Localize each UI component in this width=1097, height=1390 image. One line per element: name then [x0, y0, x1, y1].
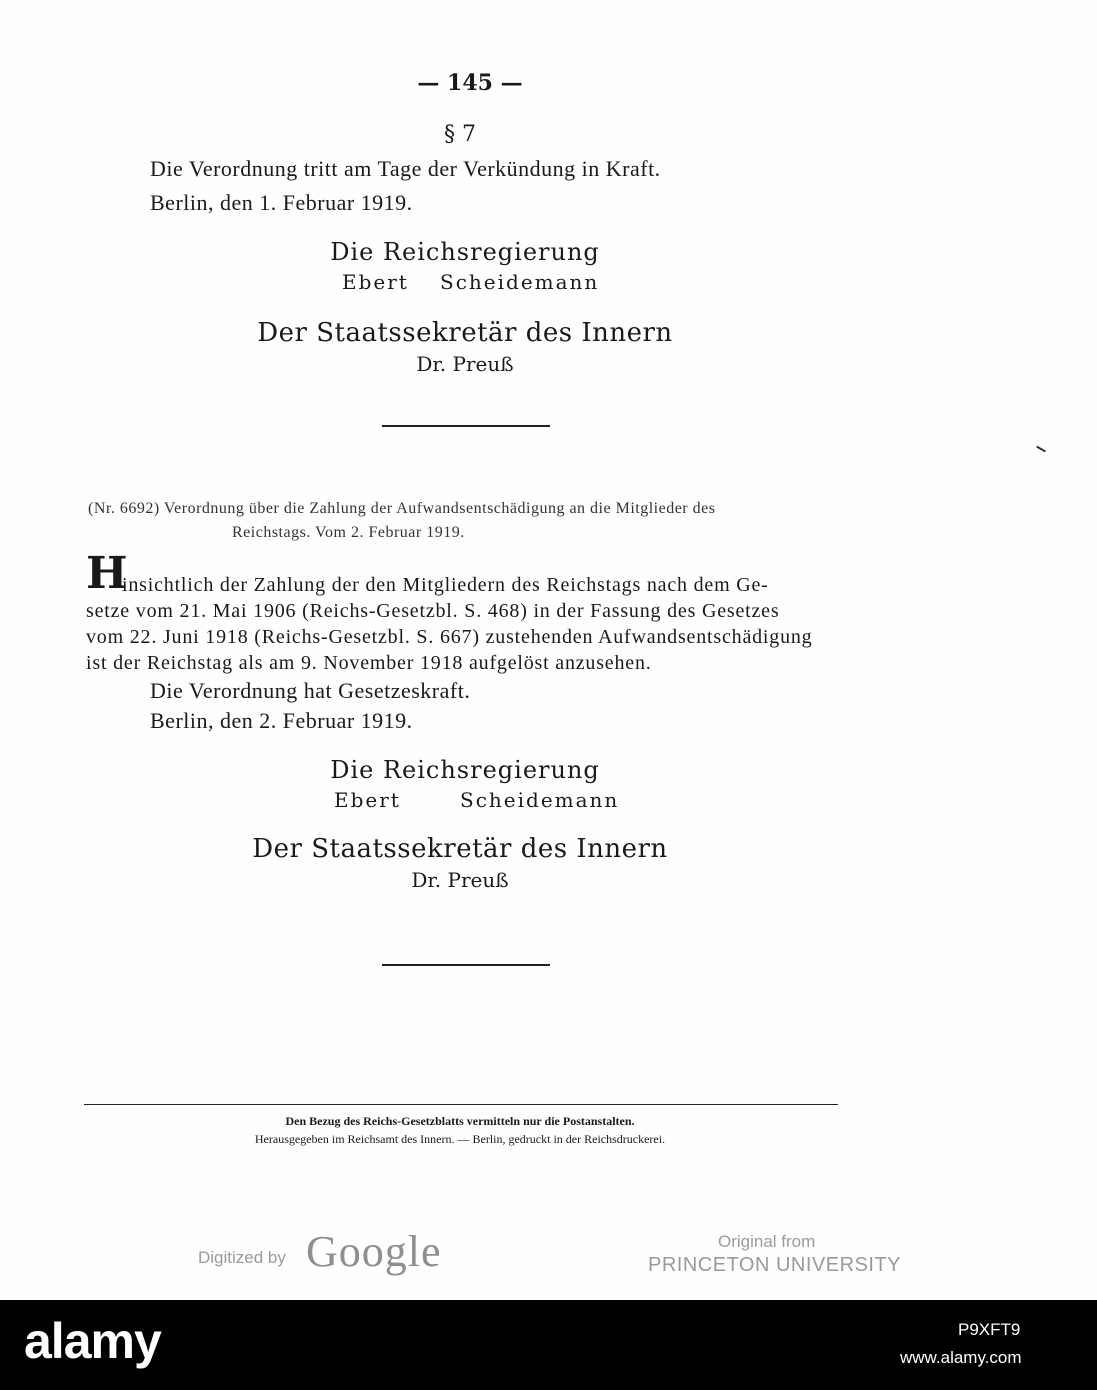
footer-rule	[84, 1104, 838, 1105]
paragraph-line: setze vom 21. Mai 1906 (Reichs-Gesetzbl. S. 468) in der Fassung des Gesetzes	[86, 600, 780, 622]
ordinance-effective-line: Die Verordnung tritt am Tage der Verkündung in Kraft.	[150, 156, 661, 181]
ordinance-heading-line1: (Nr. 6692) Verordnung über die Zahlung der Aufwandsentschädigung an die Mitglieder des	[88, 500, 716, 517]
page-number: — 145 —	[417, 70, 523, 96]
place-date: Berlin, den 1. Februar 1919.	[150, 190, 413, 215]
secretary-title: Der Staatssekretär des Innern	[252, 834, 668, 864]
government-title: Die Reichsregierung	[330, 756, 600, 784]
law-force-line: Die Verordnung hat Gesetzeskraft.	[150, 678, 471, 703]
drop-capital: H	[86, 548, 128, 599]
paragraph-line: insichtlich der Zahlung der den Mitgliedern des Reichstags nach dem Ge-	[122, 574, 769, 596]
ordinance-heading-line2: Reichstags. Vom 2. Februar 1919.	[232, 524, 465, 541]
paragraph-line: vom 22. Juni 1918 (Reichs-Gesetzbl. S. 667) zustehenden Aufwandsentschädigung	[86, 626, 813, 648]
signature-scheidemann: Scheidemann	[460, 788, 620, 812]
government-title: Die Reichsregierung	[330, 238, 600, 266]
signature-preuss: Dr. Preuß	[416, 352, 514, 376]
paragraph-line: ist der Reichstag als am 9. November 1918 aufgelöst anzusehen.	[86, 652, 652, 674]
footer-distribution-note: Den Bezug des Reichs-Gesetzblatts vermitteln nur die Postanstalten.	[285, 1114, 635, 1128]
alamy-logo: alamy	[24, 1313, 161, 1369]
section-heading: § 7	[444, 122, 476, 147]
stock-photo-bar	[0, 1300, 1097, 1390]
signature-ebert: Ebert	[342, 270, 409, 294]
google-logo: Google	[306, 1227, 442, 1276]
scan-mark	[1036, 446, 1046, 453]
place-date: Berlin, den 2. Februar 1919.	[150, 708, 413, 733]
section-divider	[382, 964, 550, 966]
signature-ebert: Ebert	[334, 788, 401, 812]
digitized-by-label: Digitized by	[198, 1248, 286, 1267]
alamy-url[interactable]: www.alamy.com	[900, 1348, 1022, 1367]
institution-label: PRINCETON UNIVERSITY	[648, 1254, 901, 1276]
footer-publisher-note: Herausgegeben im Reichsamt des Innern. — Berlin, gedruckt in der Reichsdruckerei.	[254, 1132, 666, 1146]
original-from-label: Original from	[718, 1232, 816, 1251]
secretary-title: Der Staatssekretär des Innern	[257, 318, 673, 348]
signature-preuss: Dr. Preuß	[411, 868, 509, 892]
section-divider	[382, 425, 550, 427]
image-id: P9XFT9	[958, 1320, 1021, 1339]
signature-scheidemann: Scheidemann	[440, 270, 600, 294]
